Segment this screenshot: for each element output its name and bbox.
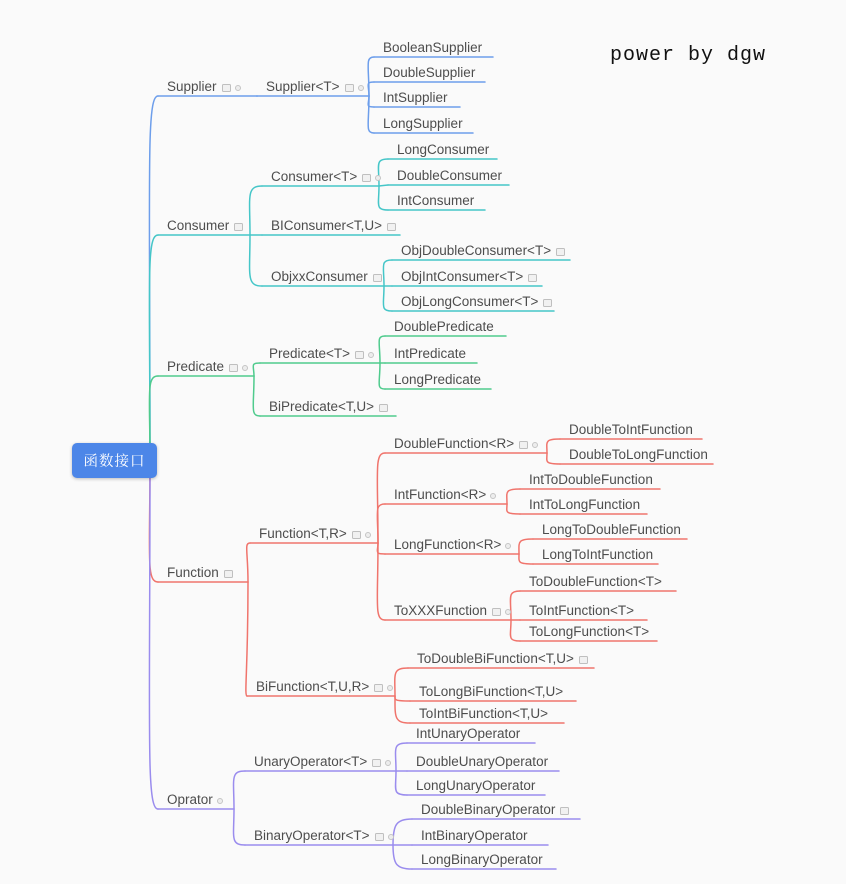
note-icon[interactable]	[556, 248, 565, 256]
node-label-text: ObjIntConsumer<T>	[401, 269, 524, 284]
node-label-text: LongPredicate	[394, 372, 482, 387]
note-icon[interactable]	[492, 608, 501, 616]
node-label-text: ToDoubleFunction<T>	[529, 574, 662, 589]
node-supplier[interactable]	[167, 76, 241, 96]
node-objlong-consumer[interactable]	[401, 291, 552, 311]
collapse-dot-icon[interactable]	[505, 609, 511, 615]
node-biconsumer[interactable]	[271, 215, 396, 235]
node-label-text: ToXXXFunction	[394, 603, 488, 618]
node-predicate[interactable]	[167, 356, 248, 376]
note-icon[interactable]	[579, 656, 588, 664]
node-label-text: LongFunction<R>	[394, 537, 502, 552]
node-label-text: BIConsumer<T,U>	[271, 218, 383, 233]
node-label-text: LongUnaryOperator	[416, 778, 536, 793]
node-label-text: Supplier<T>	[266, 79, 340, 94]
note-icon[interactable]	[372, 759, 381, 767]
node-label-text: ObjLongConsumer<T>	[401, 294, 539, 309]
node-label-text: BooleanSupplier	[383, 40, 483, 55]
node-double-function[interactable]	[394, 433, 538, 453]
node-label-text: Oprator	[167, 792, 213, 807]
node-double-to-long[interactable]	[569, 444, 708, 464]
node-bifunction[interactable]	[256, 676, 393, 696]
node-label-text: LongToIntFunction	[542, 547, 654, 562]
note-icon[interactable]	[519, 441, 528, 449]
node-label-text: ToIntFunction<T>	[529, 603, 635, 618]
node-function[interactable]	[167, 562, 233, 582]
collapse-dot-icon[interactable]	[365, 532, 371, 538]
node-to-long-bi[interactable]	[419, 681, 563, 701]
node-double-predicate[interactable]	[394, 316, 494, 336]
node-label-text: DoubleUnaryOperator	[416, 754, 549, 769]
note-icon[interactable]	[528, 274, 537, 282]
node-label-text: LongBinaryOperator	[421, 852, 543, 867]
node-label-text: ObjxxConsumer	[271, 269, 368, 284]
node-double-supplier[interactable]	[383, 62, 475, 82]
collapse-dot-icon[interactable]	[358, 85, 364, 91]
node-label-text: BiFunction<T,U,R>	[256, 679, 370, 694]
node-binary-operator[interactable]	[254, 825, 394, 845]
node-supplier-t[interactable]	[266, 76, 364, 96]
node-double-unary[interactable]	[416, 751, 548, 771]
node-label-text: IntSupplier	[383, 90, 448, 105]
root-node[interactable]: 函数接口	[72, 443, 157, 478]
collapse-dot-icon[interactable]	[505, 543, 511, 549]
node-long-predicate[interactable]	[394, 369, 481, 389]
node-double-binary[interactable]	[421, 799, 569, 819]
node-label-text: LongConsumer	[397, 142, 490, 157]
node-consumer-t[interactable]	[271, 166, 381, 186]
note-icon[interactable]	[234, 223, 243, 231]
node-label-text: Supplier	[167, 79, 217, 94]
node-label-text: BinaryOperator<T>	[254, 828, 370, 843]
node-label-text: IntPredicate	[394, 346, 467, 361]
node-label-text: IntBinaryOperator	[421, 828, 528, 843]
node-oprator[interactable]	[167, 789, 223, 809]
note-icon[interactable]	[229, 364, 238, 372]
node-label-text: DoubleSupplier	[383, 65, 476, 80]
note-icon[interactable]	[387, 223, 396, 231]
node-to-xxx-function[interactable]	[394, 600, 511, 620]
node-int-to-long[interactable]	[529, 494, 640, 514]
node-label-text: IntToDoubleFunction	[529, 472, 653, 487]
node-label-text: DoubleFunction<R>	[394, 436, 515, 451]
node-long-to-int[interactable]	[542, 544, 653, 564]
note-icon[interactable]	[373, 274, 382, 282]
node-label-text: Predicate<T>	[269, 346, 351, 361]
node-label-text: Consumer<T>	[271, 169, 358, 184]
note-icon[interactable]	[543, 299, 552, 307]
node-to-double-function[interactable]	[529, 571, 662, 591]
node-label-text: ObjDoubleConsumer<T>	[401, 243, 552, 258]
node-long-supplier[interactable]	[383, 113, 463, 133]
node-label-text: IntFunction<R>	[394, 487, 487, 502]
node-objdouble-consumer[interactable]	[401, 240, 565, 260]
note-icon[interactable]	[375, 833, 384, 841]
node-long-to-double[interactable]	[542, 519, 681, 539]
node-label-text: IntUnaryOperator	[416, 726, 521, 741]
note-icon[interactable]	[374, 684, 383, 692]
node-double-consumer[interactable]	[397, 165, 502, 185]
note-icon[interactable]	[355, 351, 364, 359]
collapse-dot-icon[interactable]	[388, 834, 394, 840]
node-int-unary[interactable]	[416, 723, 520, 743]
node-function-tr[interactable]	[259, 523, 371, 543]
node-long-unary[interactable]	[416, 775, 535, 795]
node-consumer[interactable]	[167, 215, 243, 235]
node-unary-operator[interactable]	[254, 751, 391, 771]
node-int-binary[interactable]	[421, 825, 528, 845]
node-label-text: LongToDoubleFunction	[542, 522, 681, 537]
node-to-long-function[interactable]	[529, 621, 649, 641]
note-icon[interactable]	[560, 807, 569, 815]
node-int-predicate[interactable]	[394, 343, 466, 363]
collapse-dot-icon[interactable]	[235, 85, 241, 91]
node-label-text: UnaryOperator<T>	[254, 754, 368, 769]
collapse-dot-icon[interactable]	[532, 442, 538, 448]
node-label-text: DoubleToLongFunction	[569, 447, 708, 462]
node-int-function[interactable]	[394, 484, 496, 504]
note-icon[interactable]	[345, 84, 354, 92]
node-label-text: BiPredicate<T,U>	[269, 399, 375, 414]
collapse-dot-icon[interactable]	[387, 685, 393, 691]
node-long-function[interactable]	[394, 534, 511, 554]
node-label-text: ToLongBiFunction<T,U>	[419, 684, 564, 699]
node-label-text: DoubleToIntFunction	[569, 422, 693, 437]
collapse-dot-icon[interactable]	[368, 352, 374, 358]
node-label-text: ToIntBiFunction<T,U>	[419, 706, 549, 721]
node-label-text: LongSupplier	[383, 116, 463, 131]
collapse-dot-icon[interactable]	[490, 493, 496, 499]
collapse-dot-icon[interactable]	[217, 798, 223, 804]
node-to-double-bi[interactable]	[417, 648, 588, 668]
node-label-text: Function<T,R>	[259, 526, 347, 541]
node-long-binary[interactable]	[421, 849, 543, 869]
note-icon[interactable]	[222, 84, 231, 92]
node-to-int-bi[interactable]	[419, 703, 548, 723]
note-icon[interactable]	[352, 531, 361, 539]
node-label-text: Function	[167, 565, 219, 580]
node-int-consumer[interactable]	[397, 190, 474, 210]
node-label-text: DoublePredicate	[394, 319, 494, 334]
node-int-to-double[interactable]	[529, 469, 653, 489]
node-label-text: DoubleBinaryOperator	[421, 802, 556, 817]
note-icon[interactable]	[379, 404, 388, 412]
node-bipredicate[interactable]	[269, 396, 388, 416]
node-objint-consumer[interactable]	[401, 266, 537, 286]
watermark-text: power by dgw	[610, 44, 767, 67]
node-to-int-function[interactable]	[529, 600, 634, 620]
node-label-text: Predicate	[167, 359, 225, 374]
collapse-dot-icon[interactable]	[375, 175, 381, 181]
note-icon[interactable]	[224, 570, 233, 578]
node-label-text: IntToLongFunction	[529, 497, 641, 512]
node-objxx-consumer[interactable]	[271, 266, 382, 286]
note-icon[interactable]	[362, 174, 371, 182]
node-long-consumer[interactable]	[397, 139, 489, 159]
node-int-supplier[interactable]	[383, 87, 448, 107]
node-label-text: ToDoubleBiFunction<T,U>	[417, 651, 574, 666]
node-double-to-int[interactable]	[569, 419, 693, 439]
node-label-text: Consumer	[167, 218, 230, 233]
node-label-text: ToLongFunction<T>	[529, 624, 650, 639]
collapse-dot-icon[interactable]	[385, 760, 391, 766]
node-predicate-t[interactable]	[269, 343, 374, 363]
collapse-dot-icon[interactable]	[242, 365, 248, 371]
node-boolean-supplier[interactable]	[383, 37, 482, 57]
node-label-text: DoubleConsumer	[397, 168, 503, 183]
node-label-text: IntConsumer	[397, 193, 475, 208]
